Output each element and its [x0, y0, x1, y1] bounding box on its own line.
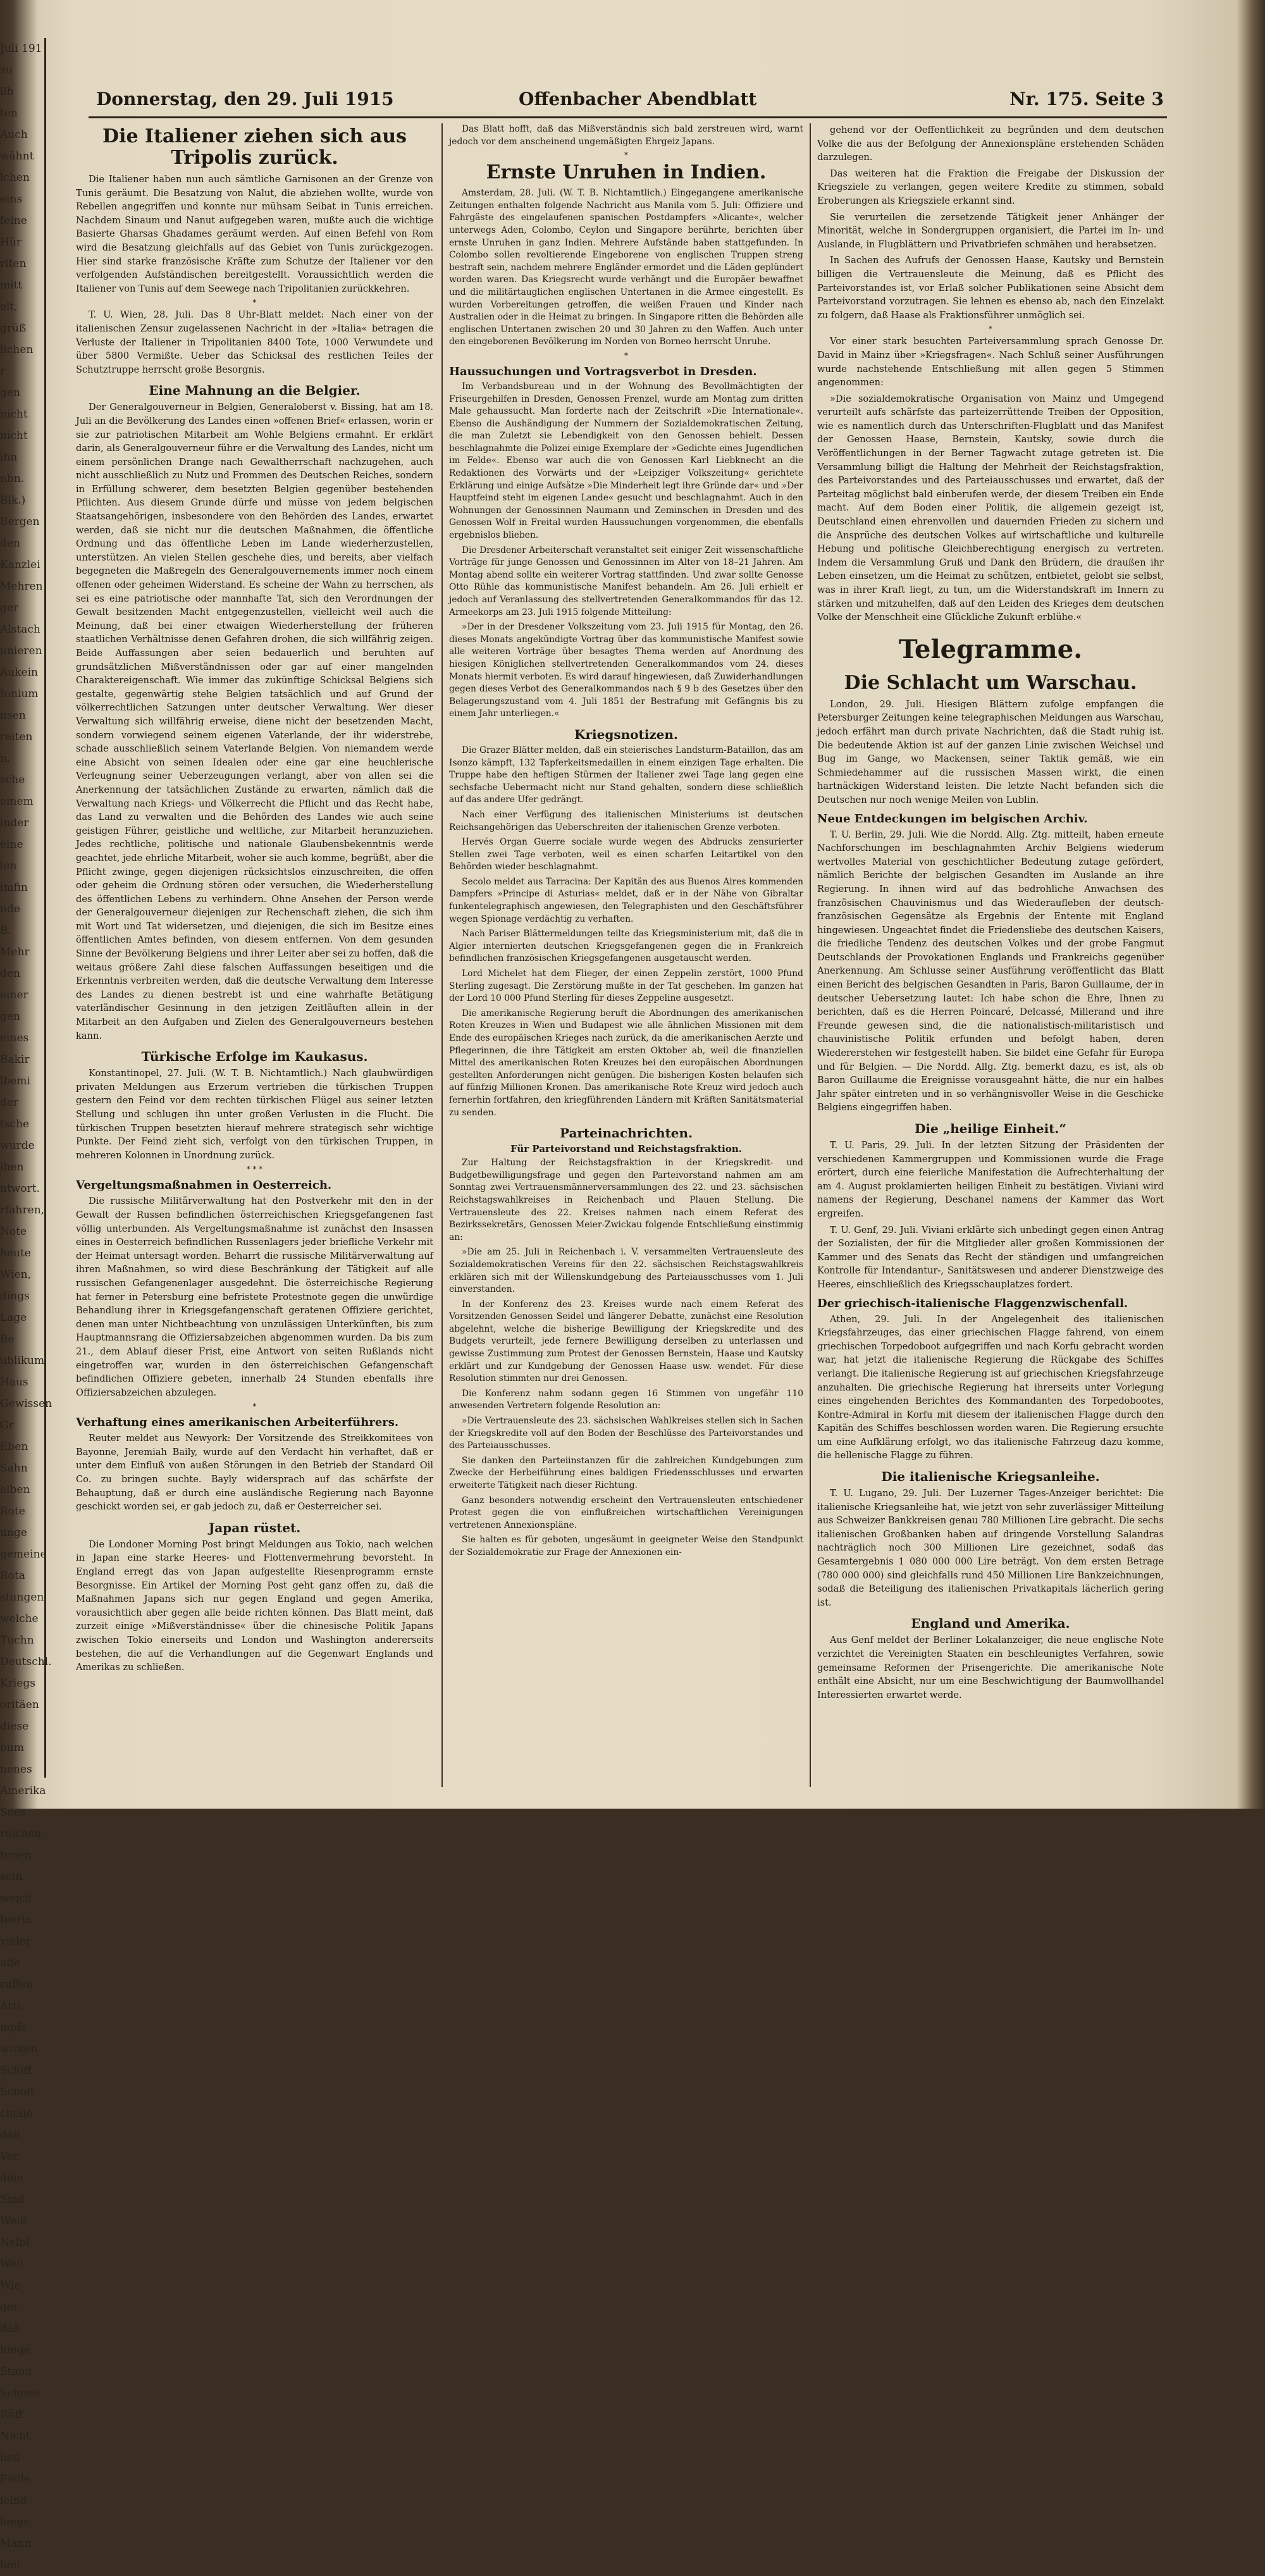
article-paragraph: Das Blatt hofft, daß das Mißverständnis sich bald zerstreuen wird, warnt jedoch vor dem anscheinend ungemäßigten Ehrgeiz Japans. [449, 124, 803, 147]
adjacent-page-fragment: affe [0, 1957, 21, 1969]
adjacent-page-fragment: reichen. [0, 1828, 45, 1840]
adjacent-page-fragment: wähnt [0, 150, 34, 163]
adjacent-page-fragment: ublikum [0, 1354, 45, 1367]
article-paragraph: Hervés Organ Guerre sociale wurde wegen des Abdrucks zensurierter Stellen zwei Tage verboten, weil es einen scharfen Leitartikel von den Behörden wieder beschlagnahmt. [449, 837, 803, 872]
adjacent-page-fragment: bum [0, 1742, 24, 1754]
article-headline: Die „heilige Einheit.“ [915, 1121, 1066, 1136]
adjacent-page-fragment: Mehren [0, 580, 43, 593]
adjacent-page-fragment: Tuchn [0, 1634, 34, 1647]
adjacent-page-fragment: Rote [0, 1505, 25, 1518]
adjacent-page-fragment: dings [0, 1290, 30, 1303]
adjacent-page-fragment: welche [0, 1613, 39, 1625]
adjacent-page-fragment: ihen [0, 1161, 24, 1173]
section-separator: * [989, 325, 992, 334]
adjacent-page-fragment: ilb [0, 85, 14, 98]
adjacent-page-fragment: elt, [0, 300, 18, 313]
article-headline: Japan rüstet. [208, 1520, 301, 1535]
article-subheadline: Der griechisch-italienische Flaggenzwischenfall. [817, 1296, 1128, 1310]
adjacent-page-fragment: mitt [0, 279, 23, 292]
article-paragraph: Die Italiener haben nun auch sämtliche Garnisonen an der Grenze von Tunis geräumt. Die Besatzung von Nalut, die abziehen wollte, wurde von Rebellen angegriffen und konnte nur mühsam Seibat in Tunis erreichen. Nachdem Sinaum und Nanut aufgegeben waren, mußte auch die wichtige Basierte Gharsas Ghadames geräumt werden. Auf einen Befehl von Rom wird die Besatzung gleichfalls auf das Gebiet von Tunis zurückgezogen. Hier sind starke französische Kräfte zum Schutze der Italiener vor den verfolgenden Aufständischen bereitgestellt. Voraussichtlich werden die Italiener von Tunis auf dem Seewege nach Tripolitanien zurückkehren. [76, 174, 433, 294]
header-page-number: Nr. 175. Seite 3 [1009, 89, 1164, 109]
adjacent-page-fragment: Scholt [0, 2086, 35, 2098]
article-paragraph: gehend vor der Oeffentlichkeit zu begründen und dem deutschen Volke die aus der Befolgung der Annexionspläne erstehenden Schäden darzulegen. [817, 125, 1164, 163]
adjacent-page-fragment: Blk.) [0, 494, 26, 507]
column-1 [76, 123, 433, 1793]
article-paragraph: »Die am 25. Juli in Reichenbach i. V. versammelten Vertrauensleute des Sozialdemokratischen Vereins für den 22. sächsischen Reichstagswahlkreis erklären sich mit der Willenskundgebung des Parteiausschusses vom 1. Juli einverstanden. [449, 1247, 803, 1295]
article-headline: England und Amerika. [911, 1616, 1070, 1632]
adjacent-page-fragment: rlten [0, 257, 27, 270]
header-masthead: Offenbacher Abendblatt [519, 89, 757, 109]
adjacent-page-fragment: Gr [0, 1419, 14, 1432]
adjacent-page-fragment: Schnee [0, 2387, 40, 2400]
adjacent-page-fragment: len [0, 860, 17, 872]
article-paragraph: »Die Vertrauensleute des 23. sächsischen Wahlkreises stellen sich in Sachen der Kriegskredite voll auf den Boden der Beschlüsse des Parteivorstandes und des Parteiausschusses. [449, 1416, 803, 1451]
adjacent-page-fragment: Aukein [0, 666, 38, 679]
adjacent-page-fragment: der [0, 1096, 19, 1109]
article-paragraph: Die Grazer Blätter melden, daß ein steierisches Landsturm-Bataillon, das am Isonzo kämpft, 132 Tapferkeitsmedaillen in einem einzigen Tage erhalten. Die Truppe habe den heftigen Stürmen der Italiener zwei Tage lang gegen eine sechsfache Uebermacht nicht nur Stand gehalten, sondern diese schließlich auf das andere Ufer gedrängt. [449, 745, 803, 805]
adjacent-page-edge [0, 38, 52, 2572]
header-date: Donnerstag, den 29. Juli 1915 [96, 89, 394, 109]
adjacent-page-fragment: heute [0, 1247, 31, 1260]
adjacent-page-fragment: ihn [0, 451, 18, 464]
adjacent-page-fragment: nicht [0, 430, 28, 442]
adjacent-page-fragment: oritäen [0, 1699, 39, 1711]
adjacent-page-fragment: Weiß [0, 2215, 27, 2227]
article-paragraph: Die Londoner Morning Post bringt Meldungen aus Tokio, nach welchen in Japan eine starke Heeres- und Flottenvermehrung bevorsteht. In England erregt das von Japan aufgestellte Riesenprogramm ernste Besorgnisse. Ein Artikel der Morning Post geht ganz offen zu, daß die Maßnahmen Japans sich nur gegen England und gegen Amerika, vorausichtlich aber gegen alle beide richten können. Das Blatt meint, daß zurzeit einige »Mißverständnisse« über die chinesische Politik Japans zwischen Tokio einerseits und London und Washington andererseits bestehen, die auf die Verhandlungen auf die Gegenwart Englands und Amerikas zu schließen. [76, 1539, 433, 1673]
adjacent-page-fragment: gemeine [0, 1548, 47, 1561]
adjacent-page-fragment: dein [0, 2172, 24, 2184]
article-subheadline: Verhaftung eines amerikanischen Arbeiterführers. [76, 1416, 399, 1430]
article-paragraph: Das weiteren hat die Fraktion die Freigabe der Diskussion der Kriegsziele zu verlangen, gegen weitere Kredite zu stimmen, sobald Eroberungen als Kriegsziele erkannt sind. [817, 168, 1164, 206]
column-3 [817, 123, 1164, 1793]
article-paragraph: T. U. Genf, 29. Juli. Viviani erklärte sich unbedingt gegen einen Antrag der Sozialisten, der für die Mitglieder aller großen Kommissionen der Kammer und des Senats das Recht der ständigen und umfangreichen Kontrolle für Intendantur-, Sanitätswesen und anderer Dienstzweige des Heeres, einschließlich des Kriegsschauplatzes fordert. [817, 1224, 1164, 1290]
adjacent-page-fragment: Mehr [0, 946, 30, 958]
article-paragraph: London, 29. Juli. Hiesigen Blättern zufolge empfangen die Petersburger Zeitungen keine telegraphischen Meldungen aus Warschau, jedoch erfährt man durch private Nachrichten, daß die Stadt ruhig ist. Die bedeutende Aktion ist auf der ganzen Linie zwischen Weichsel und Bug im Gange, wo Mackensen, seiner Taktik gemäß, wie ein Schmiedehammer auf die russischen Massen wirkt, die einen hartnäckigen Widerstand leisten. Die letzte Nacht befanden sich die Deutschen nur noch wenige Meilen von Lublin. [817, 698, 1164, 805]
article-paragraph: Nach Pariser Blättermeldungen teilte das Kriegsministerium mit, daß die in Algier internierten deutschen Kriegsgefangenen gegen die in Frankreich befindlichen französischen Kriegsgefangenen ausgetauscht werden. [449, 929, 803, 964]
article-headline: Die Italiener ziehen sich aus Tripolis zurück. [102, 125, 407, 169]
adjacent-page-fragment: vieler [0, 1935, 31, 1948]
article-subheadline: Haussuchungen und Vortragsverbot in Dresden. [449, 364, 757, 378]
adjacent-page-fragment: B. [0, 924, 11, 937]
adjacent-page-fragment: mpfe [0, 2021, 28, 2034]
adjacent-page-fragment: ger [0, 2301, 19, 2313]
adjacent-page-fragment: sche [0, 774, 25, 786]
adjacent-page-fragment: Welt [0, 2258, 25, 2270]
adjacent-page-fragment: Be [0, 1333, 15, 1346]
adjacent-page-fragment: imfin [0, 881, 28, 894]
adjacent-page-fragment: Ionium [0, 688, 39, 700]
adjacent-page-fragment: Schiff [0, 2064, 32, 2077]
adjacent-page-fragment: rfahren, [0, 1204, 45, 1217]
adjacent-page-fragment: chelie [0, 2107, 33, 2120]
article-paragraph: Sie halten es für geboten, ungesäumt in geeigneter Weise den Standpunkt der Sozialdemokratie zur Frage der Annexionen ein- [449, 1535, 803, 1557]
article-paragraph: Die Konferenz nahm sodann gegen 16 Stimmen von ungefähr 110 anwesenden Vertretern folgende Resolution an: [449, 1388, 803, 1411]
adjacent-page-fragment: tsche [0, 1118, 30, 1130]
section-separator: * * * [246, 1165, 263, 1174]
running-header [70, 89, 1164, 114]
adjacent-page-fragment: Bakir [0, 1053, 30, 1066]
article-paragraph: Nach einer Verfügung des italienischen Ministeriums ist deutschen Reichsangehörigen das Ueberschreiten der italienischen Grenze verboten. [449, 809, 803, 833]
adjacent-page-fragment: Kanzlei [0, 559, 40, 571]
adjacent-page-fragment: einer [0, 989, 28, 1001]
article-headline: Türkische Erfolge im Kaukasus. [141, 1049, 368, 1065]
article-kicker: Für Parteivorstand und Reichstagsfraktion. [510, 1143, 742, 1155]
article-paragraph: Die Dresdener Arbeiterschaft veranstaltet seit einiger Zeit wissenschaftliche Vorträge für junge Genossen und Genossinnen im Alter von 18–21 Jahren. Am Montag abend sollte ein weiterer Vortrag stattfinden. Und zwar sollte Genosse Otto Rühle das kommunistische Manifest behandeln. Am 26. Juli erhielt er jedoch auf Veranlassung des stellvertretenden Generalkommandos für das 12. Armeekorps am 23. Juli 1915 folgende Mitteilung: [449, 545, 803, 617]
article-headline: Eine Mahnung an die Belgier. [149, 383, 361, 399]
adjacent-page-fragment: nicht [0, 408, 28, 421]
adjacent-page-fragment: Rota [0, 1570, 26, 1582]
column-rule [441, 123, 443, 1787]
adjacent-page-fragment: nenes [0, 1763, 32, 1776]
article-paragraph: T. U. Wien, 28. Juli. Das 8 Uhr-Blatt meldet: Nach einer von der italienischen Zensur zugelassenen Nachricht in der »Italia« betragen die Verluste der Italiener in Tripolitanien 8400 Tote, 1000 Verwundete und über 5800 Vermißte. Ueber das Schicksal des restlichen Teiles der Schutztruppe herrscht große Besorgnis. [76, 309, 433, 375]
adjacent-page-fragment: sein, [0, 1871, 26, 1883]
adjacent-page-fragment: Hür [0, 236, 22, 249]
adjacent-page-fragment: Fielle [0, 2473, 31, 2486]
adjacent-page-fragment: daß [0, 2322, 21, 2335]
article-paragraph: Sie verurteilen die zersetzende Tätigkeit jener Anhänger der Minorität, welche in Sondergruppen organisiert, die Partei im In- und Auslande, in Flugblättern und Privatbriefen schmähen und herabsetzen. [817, 211, 1164, 250]
adjacent-page-fragment: Sind [0, 2193, 25, 2206]
adjacent-page-fragment: Kriegs [0, 1677, 35, 1690]
adjacent-page-fragment: nbn. [0, 473, 25, 485]
article-paragraph: Secolo meldet aus Tarracina: Der Kapitän des aus Buenos Aires kommenden Dampfers »Principe di Asturias« meldet, daß er in der Nähe von Gibraltar funkentelegraphisch angewiesen, den Telegraphisten und den Geschäftsführer wegen Spionage verdächtig zu verhaften. [449, 876, 803, 924]
article-paragraph: Im Verbandsbureau und in der Wohnung des Bevollmächtigten der Friseurgehilfen in Dresden, Genossen Frenzel, wurde am Montag zum dritten Male gehaussucht. Man forderte nach der Zeitschrift »Die Internationale«. Ebenso die Aushändigung der Nummern der Sozialdemokratischen Zeitung, die man Zuletzt sie Lebendigkeit von den Genossen behielt. Dessen beschlagnahmte die Polizei einige Exemplare der »Gedichte eines Jugendlichen im Felde«. Ebenso war auch die von Genossen Karl Liebknecht an die Redaktionen des Vorwärts und der »Leipziger Volkszeitung« gerichtete Erklärung und einige Aufsätze »Die Minderheit legt ihre Gründe dar« und »Der Hauptfeind steht im eigenen Lande« gesucht und beschlagnahmt. Auch in den Wohnungen der Genossinnen Naumann und Zeminschen in Dresden und des Genossen Wolf in Freital wurden Haussuchungen vorgenommen, die ebenfalls ergebnislos blieben. [449, 381, 803, 541]
adjacent-page-fragment: lbemi [0, 1075, 30, 1087]
adjacent-page-fragment: lied [0, 2451, 20, 2464]
adjacent-page-fragment: reiten [0, 731, 33, 743]
article-paragraph: Vor einer stark besuchten Parteiversammlung sprach Genosse Dr. David in Mainz über »Kriegsfragen«. Nach Schluß seiner Ausführungen wurde nachstehende Entschließung mit allen gegen 5 Stimmen angenommen: [817, 336, 1164, 388]
column-2 [449, 123, 803, 1793]
adjacent-page-fragment: gen [0, 1010, 20, 1023]
adjacent-page-fragment: feerin [0, 1914, 32, 1926]
header-rule [89, 116, 1167, 118]
section-separator: * [624, 151, 628, 160]
article-paragraph: Lord Michelet hat dem Flieger, der einen Zeppelin zerstört, 1000 Pfund Sterling zugesagt. Die Zerstörung mußte in der Tat geschehen. Im ganzen hat der Lord 10 000 Pfund Sterling für dieses Zeppeline ausgesetzt. [449, 969, 803, 1004]
adjacent-page-fragment: daß [0, 2129, 21, 2141]
adjacent-page-fragment: ruffen [0, 1978, 34, 1991]
adjacent-page-fragment: Lage [0, 1311, 27, 1324]
article-headline: Ernste Unruhen in Indien. [486, 161, 767, 184]
adjacent-page-fragment: grüß [0, 322, 27, 335]
column-rule [810, 123, 811, 1787]
adjacent-page-fragment: Mann [0, 2537, 32, 2550]
article-subheadline: Vergeltungsmaßnahmen in Oesterreich. [76, 1179, 332, 1192]
adjacent-page-fragment: weich [0, 1892, 32, 1905]
adjacent-page-fragment: elben [0, 1483, 30, 1496]
article-headline: Parteinachrichten. [559, 1125, 693, 1141]
adjacent-page-fragment: unieren [0, 645, 42, 657]
adjacent-page-fragment: eines [0, 1032, 29, 1044]
article-paragraph: Die russische Militärverwaltung hat den Postverkehr mit den in der Gewalt der Russen befindlichen österreichischen Kriegsgefangenen fast völlig unterbunden. Als Vergeltungsmaßnahme ist zunächst den Insassen eines in Oesterreich befindlichen Russenlagers jeder briefliche Verkehr mit der Heimat untersagt worden. Beharrt die russische Militärverwaltung auf ihren Maßnahmen, so wird diese Beschränkung der Tätigkeit auf alle russischen Gefangenenlager ausgedehnt. Die österreichische Regierung hat ferner in Petersburg eine befristete Protestnote gegen die unwürdige Behandlung ihrer in Kriegsgefangenschaft geratenen Offiziere gerichtet, denen man unter Nichtbeachtung von unzulässigen Unterkünften, bis zum Hauptmannsrang die Offiziersabzeichen abgenommen wurden. Da bis zum 21., dem Ablauf dieser Frist, eine Antwort von seiten Rußlands nicht eingetroffen war, wurden in den österreichischen Gefangenschaft befindlichen Offiziere gebeten, innerhalb 24 Stunden ebenfalls ihre Offiziersabzeichen abzulegen. [76, 1196, 433, 1398]
adjacent-page-fragment: zu [0, 64, 13, 77]
adjacent-page-fragment: n, [0, 752, 11, 765]
adjacent-page-fragment: Haus [0, 1376, 28, 1389]
adjacent-page-fragment: inder [0, 817, 29, 829]
adjacent-page-fragment: Note [0, 1225, 27, 1238]
article-paragraph: Amsterdam, 28. Juli. (W. T. B. Nichtamtlich.) Eingegangene amerikanische Zeitungen enthalten folgende Nachricht aus Manila vom 5. Juli: Offiziere und Fahrgäste des eingelaufenen spanischen Postdampfers »Alicante«, welcher unterwegs Aden, Colombo, Ceylon und Singapore berührte, berichten über ernste Unruhen in ganz Indien. Mehrere Aufstände haben stattgefunden. In Colombo sollen revoltierende Eingeborene von englischen Truppen streng bestraft sein, nachdem mehrere Engländer ermordet und die Läden geplündert worden waren. Das Kriegsrecht wurde verhängt und die Europäer bewaffnet und die militärtauglichen englischen Untertanen in die Armee eingestellt. Es wurden Vorbereitungen getroffen, die weißen Frauen und Kinder nach Australien oder in die Heimat zu bringen. In Singapore ritten die Behörden alle englischen Untertanen zwischen 20 und 30 Jahren zu den Waffen. Auch unter den eingeborenen Bevölkerung im Norden von Borneo herrscht Unruhe. [449, 188, 803, 347]
section-separator: * [252, 1402, 257, 1411]
adjacent-page-fragment: eine [0, 838, 23, 851]
adjacent-page-fragment: Sahn [0, 1462, 28, 1475]
adjacent-page-fragment: Nelbl [0, 2236, 30, 2249]
adjacent-page-fragment: lchen [0, 171, 30, 184]
article-subheadline: Neue Entdeckungen im belgischen Archiv. [817, 812, 1088, 826]
adjacent-page-fragment: Rüff [0, 2408, 23, 2421]
adjacent-page-fragment: beil [0, 2559, 20, 2572]
article-headline: Die Schlacht um Warschau. [844, 671, 1137, 694]
adjacent-page-fragment: hinge [0, 2344, 31, 2356]
adjacent-page-fragment: ger [0, 602, 19, 614]
adjacent-page-fragment: Arti [0, 2000, 21, 2012]
article-paragraph: »Der in der Dresdener Volkszeitung vom 23. Juli 1915 für Montag, den 26. dieses Monats angekündigte Vortrag über das kommunistische Manifest sowie alle weiteren Vorträge über besagtes Thema werden auf Anordnung des hiesigen Königlichen stellvertretenden Generalkommandos vom 24. dieses Monats hiermit verboten. Es wird darauf hingewiesen, daß Zuwiderhandlungen gegen dieses Verbot des Generalkommandos nach § 9 b des Gesetzes über den Belagerungszustand vom 4. Juli 1851 der Bestrafung mit Gefängnis bis zu einem Jahr unterliegen.« [449, 622, 803, 719]
adjacent-page-fragment: Auch [0, 128, 28, 141]
article-paragraph: Aus Genf meldet der Berliner Lokalanzeiger, die neue englische Note verzichtet die Vereinigten Staaten ein beschleunigtes Verfahren, sowie gemeinsame Reformen der Prisengerichte. Die amerikanische Note enthält eine Absicht, nur um eine Beschwichtigung der Baumwollhandel Interessierten erwartet werde. [817, 1635, 1164, 1700]
article-paragraph: In der Konferenz des 23. Kreises wurde nach einem Referat des Vorsitzenden Genossen Seidel und längerer Debatte, zunächst eine Resolution abgelehnt, welche die bisherige Bewilligung der Kriegskredite und des Budgets verurteilt, jede fernere Bewilligung derselben zu unterlassen und gewisse Zustimmung zum Protest der Genossen Bernstein, Haase und Kautsky erklärt und zur Kundgebung der Genossen Haase usw. wendet. Für diese Resolution stimmten nur drei Genossen. [449, 1299, 803, 1384]
article-paragraph: T. U. Berlin, 29. Juli. Wie die Nordd. Allg. Ztg. mitteilt, haben erneute Nachforschungen im beschlagnahmten Archiv Belgiens wiederum wertvolles Material von geschichtlicher Bedeutung zutage gefördert, nämlich Berichte der belgischen Gesandten im Auslande an ihre Regierung. In ihnen wird auf das bedrohliche Anwachsen des französischen Chauvinismus und das Wiederaufleben der deutsch-französischen Gegensätze als Ergebnis der Entente mit England hingewiesen. Ungeachtet findet die Friedensliebe des deutschen Kaisers, die friedliche Tendenz des deutschen Volkes und der grobe Fangmut Deutschlands der Provokationen Englands und Frankreichs gegenüber Anerkennung. Am Schlusse seiner Ausführung veröffentlicht das Blatt einen Bericht des belgischen Gesandten in Paris, Baron Guillaume, der in deutscher Uebersetzung lautet: Ich habe schon die Ehre, Ihnen zu berichten, daß es die Herren Poincaré, Delcassé, Millerand und ihre Freunde gewesen sind, die die nationalistisch-militaristisch und chauvinistische Politik erfunden und befolgt haben, deren Wiedererstehen wir festgestellt haben. Sie bildet eine Gefahr für Europa und für Belgien. — Die Nordd. Allg. Ztg. bemerkt dazu, es ist, als ob Baron Guillaume die Ereignisse vorausgeahnt hätte, die nur ein halbes Jahr später eintreten und in so verhängnisvoller Weise in die Geschicke Belgiens eingegriffen haben. [817, 829, 1164, 1113]
section-heading: Telegramme. [898, 634, 1083, 664]
article-headline: Kriegsnotizen. [574, 726, 678, 742]
adjacent-page-fragment: ntwort. [0, 1182, 40, 1195]
adjacent-page-fragment: unge [0, 1526, 27, 1539]
article-paragraph: Konstantinopel, 27. Juli. (W. T. B. Nichtamtlich.) Nach glaubwürdigen privaten Meldungen aus Erzerum vertrieben die türkischen Truppen gestern den Feind vor dem rechten türkischen Flügel aus seiner letzten Stellung und schlugen ihn unter großen Verlusten in die Flucht. Die türkischen Truppen besetzten hierauf mehrere strategisch sehr wichtige Punkte. Der Feind zieht sich, verfolgt von den türkischen Truppen, in mehreren Kolonnen in Unordnung zurück. [76, 1068, 433, 1161]
adjacent-page-fragment: ten [0, 107, 18, 120]
article-paragraph: Der Generalgouverneur in Belgien, Generaloberst v. Bissing, hat am 18. Juli an die Bevölkerung des Landes einen »offenen Brief« erlassen, worin er sie zur patriotischen Mitarbeit am Wohle Belgiens ermahnt. Er erklärt darin, als Generalgouverneur führe er die Verwaltung des Landes, nicht um einem persönlichen Drange nach Gewaltherrschaft nachzugehen, auch nicht ausschließlich zu Nutz und Frommen des Deutschen Reiches, sondern in Erfüllung schwerer, dem besetzten Belgien gegenüber bestehenden Pflichten. Aus diesem Grunde dürfe und müsse von jedem belgischen Staatsangehörigen, insbesondere von den Behörden des Landes, erwartet werden, daß sie nicht nur die deutschen Maßnahmen, die öffentliche Ordnung und das öffentliche Leben im Lande wiederherzustellen, unterstützen. An vielen Stellen geschehe dies, und bereits, aber vielfach begegneten die Maßregeln des Generalgouvernements immer noch einem offenen oder geheimen Widerstand. Es scheine der Wahn zu herrschen, als sei es eine patriotische oder mannhafte Tat, sich den Verordnungen der Gewalt besitzenden Macht entgegenzustellen, vielleicht weil auch die Meinung, daß bei einer etwaigen Wiederherstellung der früheren staatlichen Verhältnisse denen Gefahren drohen, die sich willfährig zeigen. Beide Auffassungen aber seien bedauerlich und beruhten auf grundsätzlichen Mißverständnissen oder gar auf einer mangelnden Charaktereigenschaft. Wie immer das zukünftige Schicksal Belgiens sich gestalte, gegenwärtig stehe Belgien tatsächlich und auf Grund der völkerrechtlichen Satzungen unter deutscher Verwaltung. Wer dieser Verwaltung sich willfährig erweise, diene nicht der besetzenden Macht, sondern vorwiegend seinem eigenen Vaterlande, der ihr widerstrebe, schade ausschließlich seinem Vaterlande Belgien. Von niemandem werde eine Absicht von seinen Idealen oder eine gar eine heuchlerische Verleugnung seiner Ueberzeugungen verlangt, aber von allen sei die Anerkennung der tatsächlichen Zustände zu erwarten, nämlich daß die Verwaltung nach Kriegs- und Völkerrecht die Pflicht und das Recht habe, das Land zu verwalten und die Behörden des Landes wie auch seine geistigen Führer, geistliche und weltliche, zur Mitarbeit heranzuziehen. Jedes rechtliche, politische und nationale Glaubensbekenntnis werde geachtet, jede ehrliche Mitarbeit, woher sie auch komme, begrüßt, aber die Pflicht zwinge, gegen diejenigen rücksichtslos einzuschreiten, die offen oder geheim die Ordnung stören oder versuchen, die Wiederherstellung des öffentlichen Lebens zu verhindern. Ohne Ansehen der Person werde der Generalgouverneur diejenigen zur Rechenschaft ziehen, die sich ihm mit Wort und Tat widersetzen, und diejenigen, die sich im Besitze eines öffentlichen Amtes befinden, von diesem entfernen. Von dem gesunden Sinne der Bevölkerung Belgiens und ihrer Leiter aber sei zu hoffen, daß die weitaus größere Zahl diese falschen Auffassungen beseitigen und die Erkenntnis verbreiten werden, daß die deutsche Verwaltung dem Interesse des Landes zu dienen bestrebt ist und eine wahrhafte Betätigung vaterländischer Gesinnung in den jetzigen Zeitläuften allein in der Mitarbeit an den Aufgaben und Zielen des Generalgouverneurs bestehen kann. [76, 402, 433, 1041]
adjacent-page-fragment: stungen [0, 1591, 44, 1604]
article-paragraph: Athen, 29. Juli. In der Angelegenheit des italienischen Kriegsfahrzeuges, das einer griechischen Flagge fahrend, von einem griechischen Torpedoboot aufgegriffen und nach Korfu gebracht worden war, hat jetzt die italienische Regierung die Rückgabe des Schiffes verlangt. Die italienische Regierung ist auf griechischen Kriegsfahrzeuge anzuhalten. Die griechische Regierung hat ihrerseits unter Vorlegung eines eingehenden Berichtes des Kommandanten des Torpedobootes, Kontre-Admiral in Korfu mit diesem der italienischen Flagge durch den Kapitän des Schiffes beschlossen worden waren. Die Regierung ersuchte um eine Aufklärung erfolgt, wo das italienische Fahrzeug dazu komme, die hellenische Flagge zu führen. [817, 1313, 1164, 1461]
article-headline: Die italienische Kriegsanleihe. [881, 1469, 1100, 1485]
adjacent-page-fragment: Stand [0, 2365, 32, 2378]
article-paragraph: »Die sozialdemokratische Organisation von Mainz und Umgegend verurteilt aufs schärfste das parteizerrüttende Treiben der Opposition, wie es namentlich durch das Unterschriften-Flugblatt und das Manifest der Genossen Haase, Bernstein, Kautsky, sowie durch die Veröffentlichungen in der Berner Tagwacht zutage getreten ist. Die Versammlung billigt die Haltung der Mehrheit der Reichstagsfraktion, des Parteivorstandes und des Parteiausschusses und erwartet, daß der Parteitag möglichst bald einberufen werde, der diesem Treiben ein Ende macht. Auf dem Boden einer Politik, die allgemein gezeigt ist, Deutschland einen ehrenvollen und dauernden Frieden zu sichern und die Ansprüche des deutschen Volkes auf wirtschaftliche und kulturelle Hebung und politische Gleichberechtigung energisch zu vertreten. Indem die Versammlung Gruß und Dank den Brüdern, die draußen ihr Leben einsetzen, um die Heimat zu schützen, entbietet, gelobt sie selbst, was in ihrer Kraft liegt, zu tun, um die Widerstandskraft im Innern zu stärken und mitzuhelfen, daß auf den Leiden des Krieges dem deutschen Volke der Menschheit eine Glückliche Zukunft erblühe.« [817, 393, 1164, 623]
article-paragraph: Reuter meldet aus Newyork: Der Vorsitzende des Streikkomitees von Bayonne, Jeremiah Baily, wurde auf den Verdacht hin verhaftet, daß er unter dem Einfluß von außen Störungen in den Betrieb der Standard Oil Co. zu bringen suchte. Bayly widersprach auf das schärfste der Behauptung, daß er durch eine ausländische Regierung nach Bayonne geschickt worden sei, er gab jedoch zu, daß er Oesterreicher sei. [76, 1433, 433, 1513]
article-paragraph: T. U. Paris, 29. Juli. In der letzten Sitzung der Präsidenten der verschiedenen Kammergruppen und Kommissionen wurde die Frage erörtert, durch eine feierliche Manifestation die Aufrechterhaltung der am 4. August proklamierten heiligen Einheit zu bestätigen. Viviani wird namens der Regierung, Deschanel namens der Kammer das Wort ergreifen. [817, 1140, 1164, 1219]
section-separator: * [252, 298, 257, 307]
article-paragraph: Zur Haltung der Reichstagsfraktion in der Kriegskredit- und Budgetbewilligungsfrage und gegen den Parteivorstand nahmen am am Sonntag zwei Vertrauensmännerversammlungen des 22. und 23. sächsischen Reichstagswahlkreises in Reichenbach und Plauen Stellung. Die Vertrauensleute des 22. Kreises nahmen nach einem Referat des Bezirkssekretärs, Genossen Meier-Zwickau folgende Entschließung einstimmig an: [449, 1158, 803, 1242]
article-paragraph: In Sachen des Aufrufs der Genossen Haase, Kautsky und Bernstein billigen die Vertrauensleute die Meinung, daß es Pflicht des Parteivorstandes ist, vor Erlaß solcher Publikationen seine Absicht dem Parteivorstand vorzutragen. Sie lehnen es ebenso ab, nach den Einzelakt zu folgern, daß Haase als Fraktionsführer unmöglich sei. [817, 255, 1164, 321]
adjacent-page-fragment: gen [0, 387, 20, 399]
adjacent-page-fragment: Ver [0, 2150, 18, 2163]
adjacent-page-fragment: r [0, 365, 6, 378]
adjacent-page-fragment: nde [0, 903, 20, 915]
article-paragraph: T. U. Lugano, 29. Juli. Der Luzerner Tages-Anzeiger berichtet: Die italienische Kriegsanleihe hat, wie jetzt von sehr zuverlässiger Mitteilung aus Schweizer Bankkreisen genau 780 Millionen Lire gebracht. Die sechs italienischen Großbanken haben auf dringende Vorstellung Salandras nachträglich noch 300 Millionen Lire gezeichnet, sodaß das Gesamtergebnis 1 080 000 000 Lire beträgt. Von dem ersten Betrage (780 000 000) sind gleichfalls rund 450 Millionen Lire Bankzeichnungen, sodaß die Beteiligung des italienischen Privatkapitals lächerlich gering ist. [817, 1488, 1164, 1608]
adjacent-page-fragment: Deutschl. [0, 1656, 52, 1668]
adjacent-page-fragment: wirken [0, 2043, 38, 2055]
adjacent-page-fragment: nsen [0, 709, 26, 722]
adjacent-page-fragment: tonen [0, 1849, 32, 1862]
adjacent-page-fragment: Gewissen [0, 1397, 52, 1410]
adjacent-page-fragment: ieind [0, 2494, 27, 2507]
adjacent-page-fragment: Nicht [0, 2430, 30, 2443]
adjacent-page-fragment: wurde [0, 1139, 35, 1152]
adjacent-page-fragment: Amerika [0, 1785, 46, 1797]
adjacent-page-fragment: Bergen [0, 516, 40, 528]
adjacent-page-fragment: Sees [0, 1806, 26, 1819]
adjacent-page-fragment: lenge [0, 2516, 30, 2529]
adjacent-page-fragment: feine [0, 214, 27, 227]
adjacent-page-fragment: einem [0, 795, 34, 808]
adjacent-page-fragment: Wie [0, 2279, 21, 2292]
adjacent-page-fragment: Juli 191 [0, 42, 42, 55]
adjacent-page-fragment: den [0, 537, 20, 550]
adjacent-page-fragment: den [0, 967, 20, 980]
adjacent-page-fragment: lichen [0, 344, 34, 356]
article-paragraph: Ganz besonders notwendig erscheint den Vertrauensleuten entschiedener Protest gegen die von einflußreichen wirtschaftlichen Vereinigungen vertretenen Annexionspläne. [449, 1495, 803, 1530]
article-paragraph: Sie danken den Parteiinstanzen für die zahlreichen Kundgebungen zum Zwecke der Herbeiführung eines baldigen Friedensschlusses und erwarten erweiterte Tätigkeit nach dieser Richtung. [449, 1455, 803, 1490]
adjacent-page-fragment: Eben [0, 1440, 28, 1453]
adjacent-page-fragment: Wien, [0, 1268, 32, 1281]
adjacent-page-fragment: Alstach [0, 623, 40, 636]
newspaper-page [70, 89, 1164, 1797]
adjacent-page-fragment: diese [0, 1720, 29, 1733]
article-paragraph: Die amerikanische Regierung beruft die Abordnungen des amerikanischen Roten Kreuzes in Wien und Budapest wie alle ähnlichen Missionen mit dem Ende des europäischen Krieges nach zurück, da die amerikanischen Aerzte und Pflegerinnen, die ihre Tätigkeit am ersten Oktober ab, weil die finanziellen Mittel des amerikanischen Roten Kreuzes bei den europäischen Abordnungen gestellten Anforderungen nicht genügen. Die bisherigen Kosten belaufen sich auf fünfzig Millionen Kronen. Das amerikanische Rote Kreuz wird jedoch auch fernerhin fortfahren, den kriegführenden Ländern mit Kräften Sanitätsmaterial zu senden. [449, 1008, 803, 1118]
section-separator: * [624, 350, 628, 360]
adjacent-page-fragment: eins [0, 193, 23, 206]
